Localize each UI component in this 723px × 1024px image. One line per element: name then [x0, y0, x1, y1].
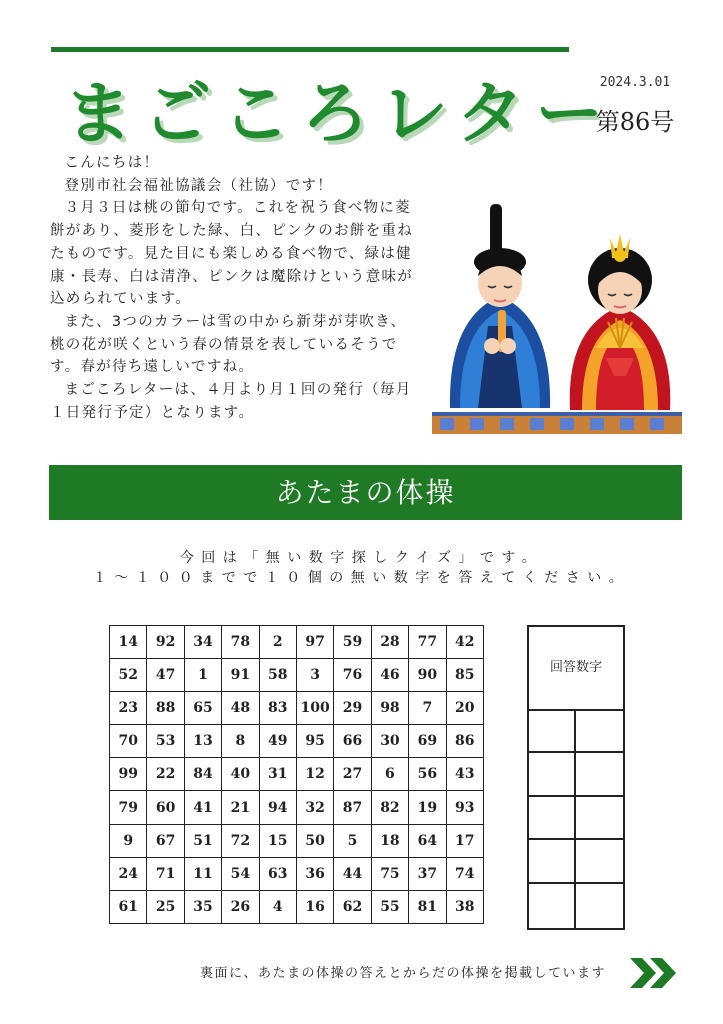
grid-cell: 76 [334, 659, 371, 692]
grid-row [110, 824, 484, 857]
top-rule [51, 47, 569, 52]
grid-cell: 71 [147, 857, 184, 890]
grid-cell: 9 [110, 824, 147, 857]
answer-cell [576, 709, 623, 753]
quiz-line: １～１００までで１０個の無い数字を答えてください。 [92, 570, 631, 586]
ohina-sama-doll [570, 234, 671, 410]
grid-cell: 61 [110, 890, 147, 923]
grid-cell: 92 [147, 626, 184, 659]
grid-cell: 24 [110, 857, 147, 890]
grid-cell: 19 [409, 791, 446, 824]
grid-cell: 42 [446, 626, 483, 659]
issue-date: 2024.3.01 [599, 75, 671, 90]
grid-cell: 46 [371, 659, 408, 692]
issue-number: 第86号 [595, 108, 675, 136]
grid-cell: 67 [147, 824, 184, 857]
grid-cell: 31 [259, 758, 296, 791]
grid-cell: 52 [110, 659, 147, 692]
grid-cell: 100 [296, 692, 333, 725]
grid-cell: 63 [259, 857, 296, 890]
grid-cell: 4 [259, 890, 296, 923]
grid-cell: 28 [371, 626, 408, 659]
grid-row [110, 659, 484, 692]
grid-cell: 27 [334, 758, 371, 791]
grid-cell: 77 [409, 626, 446, 659]
grid-cell: 54 [222, 857, 259, 890]
grid-cell: 93 [446, 791, 483, 824]
answer-cell [529, 797, 576, 841]
grid-cell: 65 [184, 692, 221, 725]
answer-cell [529, 884, 576, 928]
grid-row [110, 626, 484, 659]
answer-box [527, 625, 625, 930]
answer-cell [576, 797, 623, 841]
answer-cell [529, 709, 576, 753]
grid-cell: 3 [296, 659, 333, 692]
grid-cell: 66 [334, 725, 371, 758]
grid-cell: 99 [110, 758, 147, 791]
grid-cell: 95 [296, 725, 333, 758]
grid-cell: 41 [184, 791, 221, 824]
answer-cell [576, 840, 623, 884]
answer-label: 回答数字 [529, 627, 623, 711]
grid-cell: 79 [110, 791, 147, 824]
grid-cell: 48 [222, 692, 259, 725]
grid-cell: 53 [147, 725, 184, 758]
grid-cell: 36 [296, 857, 333, 890]
grid-cell: 38 [446, 890, 483, 923]
grid-cell: 18 [371, 824, 408, 857]
grid-cell: 20 [446, 692, 483, 725]
grid-cell: 13 [184, 725, 221, 758]
grid-cell: 37 [409, 857, 446, 890]
answer-cell [529, 753, 576, 797]
grid-cell: 2 [259, 626, 296, 659]
grid-cell: 23 [110, 692, 147, 725]
grid-cell: 84 [184, 758, 221, 791]
grid-cell: 32 [296, 791, 333, 824]
grid-row [110, 791, 484, 824]
intro-paragraph: また、3つのカラーは雪の中から新芽が芽吹き、桃の花が咲くという春の情景を表しているそうです。春が待ち遠しいですね。 [50, 313, 407, 376]
grid-cell: 17 [446, 824, 483, 857]
grid-cell: 86 [446, 725, 483, 758]
grid-cell: 91 [222, 659, 259, 692]
grid-cell: 6 [371, 758, 408, 791]
hina-dolls-illustration [430, 198, 686, 438]
grid-cell: 90 [409, 659, 446, 692]
intro-paragraph: こんにちは！ [64, 155, 160, 171]
grid-cell: 62 [334, 890, 371, 923]
intro-paragraph: 登別市社会福祉協議会（社協）です！ [64, 177, 334, 194]
grid-cell: 70 [110, 725, 147, 758]
intro-text [50, 152, 414, 424]
grid-cell: 11 [184, 857, 221, 890]
grid-cell: 7 [409, 692, 446, 725]
grid-cell: 29 [334, 692, 371, 725]
grid-cell: 98 [371, 692, 408, 725]
grid-cell: 51 [184, 824, 221, 857]
grid-cell: 75 [371, 857, 408, 890]
grid-cell: 49 [259, 725, 296, 758]
grid-cell: 60 [147, 791, 184, 824]
newsletter-title: まごころレター [64, 75, 615, 154]
grid-cell: 82 [371, 791, 408, 824]
grid-row [110, 890, 484, 923]
grid-cell: 74 [446, 857, 483, 890]
grid-cell: 97 [296, 626, 333, 659]
grid-cell: 30 [371, 725, 408, 758]
grid-cell: 21 [222, 791, 259, 824]
answer-cell [576, 753, 623, 797]
grid-cell: 22 [147, 758, 184, 791]
grid-cell: 5 [334, 824, 371, 857]
grid-cell: 85 [446, 659, 483, 692]
grid-cell: 1 [184, 659, 221, 692]
grid-cell: 88 [147, 692, 184, 725]
grid-cell: 50 [296, 824, 333, 857]
odairi-sama-doll [450, 204, 550, 408]
footer-note: 裏面に、あたまの体操の答えとからだの体操を掲載しています [200, 966, 607, 981]
grid-cell: 87 [334, 791, 371, 824]
grid-cell: 40 [222, 758, 259, 791]
quiz-instructions [20, 548, 703, 588]
grid-cell: 25 [147, 890, 184, 923]
grid-cell: 15 [259, 824, 296, 857]
answer-cell [529, 840, 576, 884]
grid-cell: 26 [222, 890, 259, 923]
grid-cell: 59 [334, 626, 371, 659]
grid-cell: 8 [222, 725, 259, 758]
grid-cell: 44 [334, 857, 371, 890]
grid-cell: 47 [147, 659, 184, 692]
quiz-line: 今回は「無い数字探しクイズ」です。 [179, 550, 544, 566]
number-grid [109, 625, 484, 924]
grid-cell: 35 [184, 890, 221, 923]
grid-cell: 43 [446, 758, 483, 791]
grid-row [110, 758, 484, 791]
grid-cell: 83 [259, 692, 296, 725]
answer-cell [576, 884, 623, 928]
grid-cell: 55 [371, 890, 408, 923]
grid-cell: 81 [409, 890, 446, 923]
grid-row [110, 857, 484, 890]
intro-paragraph: ３月３日は桃の節句です。これを祝う食べ物に菱餅があり、菱形をした緑、白、ピンクのお餅を重ねたものです。見た目にも楽しめる食べ物で、緑は健康・長寿、白は清浄、ピンクは魔除けという意味が込められています。 [50, 200, 414, 308]
grid-cell: 58 [259, 659, 296, 692]
grid-cell: 34 [184, 626, 221, 659]
intro-paragraph: まごころレターは、４月より月１回の発行（毎月１日発行予定）となります。 [50, 382, 412, 421]
grid-cell: 94 [259, 791, 296, 824]
answer-cells [529, 709, 623, 928]
grid-cell: 12 [296, 758, 333, 791]
grid-cell: 56 [409, 758, 446, 791]
grid-row [110, 692, 484, 725]
grid-cell: 72 [222, 824, 259, 857]
grid-cell: 69 [409, 725, 446, 758]
double-chevron-right-icon [628, 956, 680, 990]
grid-cell: 16 [296, 890, 333, 923]
grid-cell: 14 [110, 626, 147, 659]
grid-cell: 64 [409, 824, 446, 857]
section-title-band: あたまの体操 [49, 465, 682, 520]
grid-cell: 78 [222, 626, 259, 659]
grid-row [110, 725, 484, 758]
